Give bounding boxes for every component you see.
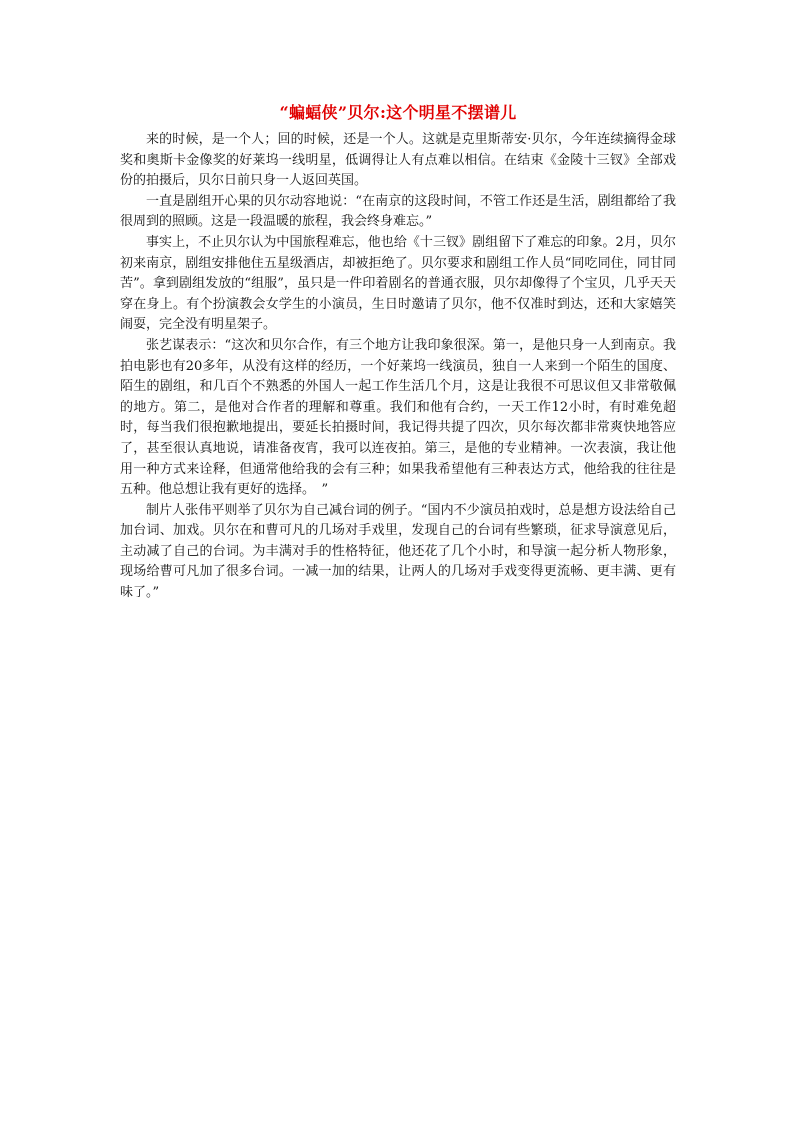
paragraph-5: 制片人张伟平则举了贝尔为自己减台词的例子。“国内不少演员拍戏时，总是想方设法给自己加台词、加戏。贝尔在和曹可凡的几场对手戏里，发现自己的台词有些繁琐，征求导演意见后，主动减了自己的台词。为丰满对手的性格特征，他还花了几个小时，和导演一起分析人物形象，现场给曹可凡加了很多台词。一减一加的结果，让两人的几场对手戏变得更流畅、更丰满、更有味了。” — [120, 502, 676, 601]
paragraph-3: 事实上，不止贝尔认为中国旅程难忘，他也给《十三钗》剧组留下了难忘的印象。2月，贝尔初来南京，剧组安排他住五星级酒店，却被拒绝了。贝尔要求和剧组工作人员“同吃同住，同甘同苦”。拿到剧组发放的“组服”，虽只是一件印着剧名的普通衣服，贝尔却像得了个宝贝，几乎天天穿在身上。有个扮演教会女学生的小演员，生日时邀请了贝尔，他不仅准时到达，还和大家嬉笑闹耍，完全没有明星架子。 — [120, 234, 676, 333]
article-title: “蝙蝠侠”贝尔:这个明星不摆谱儿 — [279, 103, 517, 122]
document-page — [120, 102, 676, 604]
paragraph-2: 一直是剧组开心果的贝尔动容地说：“在南京的这段时间，不管工作还是生活，剧组都给了我很周到的照顾。这是一段温暖的旅程，我会终身难忘。” — [120, 193, 676, 230]
paragraph-4: 张艺谋表示：“这次和贝尔合作，有三个地方让我印象很深。第一，是他只身一人到南京。我拍电影也有20多年，从没有这样的经历，一个好莱坞一线演员，独自一人来到一个陌生的国度、陌生的剧组，和几百个不熟悉的外国人一起工作生活几个月，这是让我很不可思议但又非常敬佩的地方。第二，是他对合作者的理解和尊重。我们和他有合约，一天工作12小时，有时难免超时，每当我们很抱歉地提出，要延长拍摄时间，我记得共提了四次，贝尔每次都非常爽快地答应了，甚至很认真地说，请准备夜宵，我可以连夜拍。第三，是他的专业精神。一次表演，我让他用一种方式来诠释，但通常他给我的会有三种；如果我希望他有三种表达方式，他给我的往往是五种。他总想让我有更好的选择。 ” — [120, 337, 676, 498]
paragraph-1: 来的时候，是一个人；回的时候，还是一个人。这就是克里斯蒂安·贝尔，今年连续摘得金球奖和奥斯卡金像奖的好莱坞一线明星，低调得让人有点难以相信。在结束《金陵十三钗》全部戏份的拍摄后，贝尔日前只身一人返回英国。 — [120, 132, 676, 189]
